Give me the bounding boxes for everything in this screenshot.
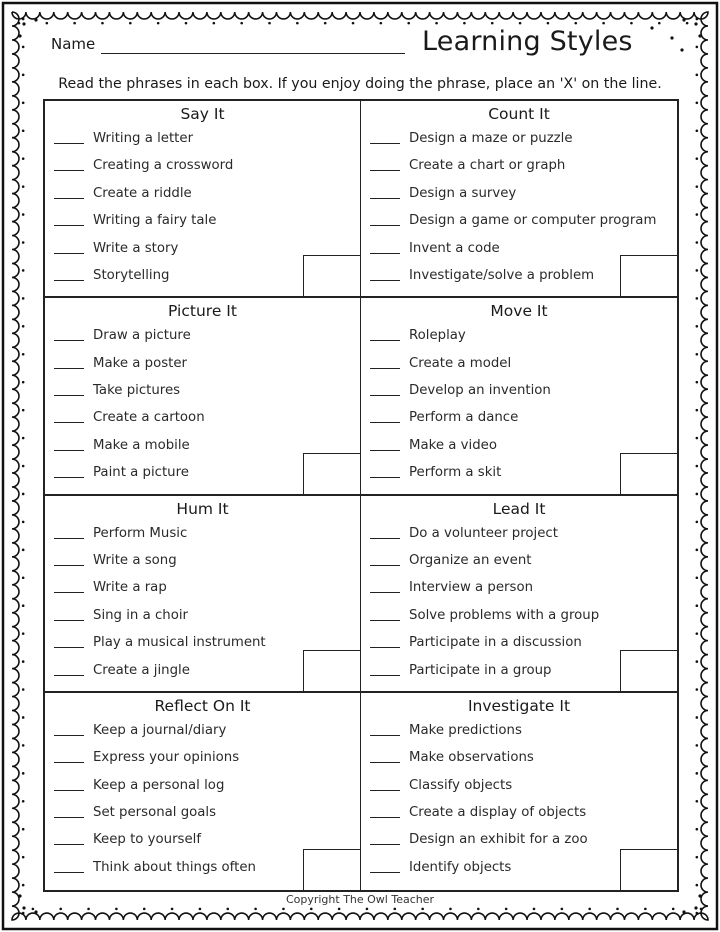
answer-blank[interactable] [370, 143, 400, 144]
item-label: Invent a code [409, 240, 500, 256]
answer-blank[interactable] [54, 735, 84, 736]
list-item [54, 410, 205, 425]
list-item [370, 328, 466, 343]
answer-blank[interactable] [54, 620, 84, 621]
item-label: Make observations [409, 750, 534, 766]
item-label: Creating a crossword [93, 158, 234, 174]
answer-blank[interactable] [370, 280, 400, 281]
list-item [370, 356, 511, 371]
answer-blank[interactable] [370, 675, 400, 676]
list-item [370, 158, 565, 173]
item-label: Play a musical instrument [93, 635, 266, 651]
tally-box[interactable] [303, 255, 361, 297]
answer-blank[interactable] [54, 198, 84, 199]
list-item [54, 526, 187, 541]
answer-blank[interactable] [370, 762, 400, 763]
list-item [370, 186, 516, 201]
section-title: Lead It [492, 499, 546, 518]
section-title: Reflect On It [154, 696, 251, 715]
list-item [54, 860, 256, 875]
tally-box[interactable] [303, 849, 361, 891]
answer-blank[interactable] [370, 422, 400, 423]
item-label: Interview a person [409, 580, 534, 596]
item-label: Design an exhibit for a zoo [409, 832, 588, 848]
list-item [54, 580, 167, 595]
section-title: Count It [488, 105, 550, 123]
answer-blank[interactable] [370, 592, 400, 593]
list-item [54, 328, 191, 343]
answer-blank[interactable] [54, 450, 84, 451]
answer-blank[interactable] [54, 762, 84, 763]
item-label: Make predictions [409, 722, 522, 738]
item-label: Investigate/solve a problem [409, 268, 595, 283]
list-item [54, 268, 169, 283]
item-label: Write a story [93, 240, 179, 256]
list-item [54, 438, 190, 453]
answer-blank[interactable] [54, 844, 84, 845]
list-item [54, 553, 177, 568]
list-item [370, 526, 558, 541]
item-label: Create a riddle [93, 185, 192, 201]
item-label: Make a poster [93, 355, 187, 371]
list-item [54, 241, 178, 256]
answer-blank[interactable] [370, 340, 400, 341]
item-label: Identify objects [409, 859, 512, 875]
list-item [370, 723, 522, 738]
answer-blank[interactable] [370, 225, 400, 226]
copyright-text: Copyright The Owl Teacher [285, 893, 435, 906]
list-item [54, 805, 216, 820]
section-hum-it [45, 496, 361, 693]
answer-blank[interactable] [54, 647, 84, 648]
item-label: Think about things often [93, 859, 256, 875]
section-title: Picture It [168, 302, 237, 321]
item-label: Roleplay [409, 328, 466, 344]
item-label: Design a survey [409, 185, 517, 201]
item-label: Draw a picture [93, 328, 191, 344]
answer-blank[interactable] [54, 143, 84, 144]
item-label: Paint a picture [93, 465, 189, 481]
tally-box[interactable] [620, 453, 678, 495]
list-item [370, 635, 582, 650]
answer-blank[interactable] [54, 422, 84, 423]
page-title: Learning Styles [422, 26, 633, 57]
answer-blank[interactable] [370, 735, 400, 736]
answer-blank[interactable] [54, 170, 84, 171]
section-reflect-on-it [45, 693, 361, 890]
section-move-it [361, 298, 677, 495]
answer-blank[interactable] [54, 675, 84, 676]
list-item [370, 663, 552, 678]
answer-blank[interactable] [370, 817, 400, 818]
answer-blank[interactable] [54, 368, 84, 369]
list-item [370, 860, 511, 875]
item-label: Perform Music [93, 525, 188, 541]
list-item [370, 608, 599, 623]
list-item [54, 158, 233, 173]
answer-blank[interactable] [370, 368, 400, 369]
answer-blank[interactable] [54, 340, 84, 341]
answer-blank[interactable] [54, 790, 84, 791]
tally-box[interactable] [303, 650, 361, 692]
activity-grid [43, 99, 679, 892]
list-item [54, 465, 189, 480]
list-item [54, 186, 192, 201]
item-label: Take pictures [93, 383, 181, 399]
answer-blank[interactable] [370, 395, 400, 396]
list-item [54, 383, 180, 398]
item-label: Write a rap [93, 580, 167, 596]
answer-blank[interactable] [370, 253, 400, 254]
answer-blank[interactable] [54, 225, 84, 226]
item-label: Design a game or computer program [409, 213, 657, 229]
answer-blank[interactable] [370, 198, 400, 199]
item-label: Writing a fairy tale [93, 213, 217, 229]
list-item [370, 580, 533, 595]
list-item [370, 268, 594, 283]
answer-blank[interactable] [54, 592, 84, 593]
answer-blank[interactable] [54, 395, 84, 396]
tally-box[interactable] [620, 849, 678, 891]
item-label: Solve problems with a group [409, 607, 600, 623]
item-label: Set personal goals [93, 804, 217, 820]
list-item [370, 778, 512, 793]
tally-box[interactable] [620, 255, 678, 297]
list-item [54, 723, 226, 738]
item-label: Keep to yourself [93, 832, 202, 848]
list-item [54, 608, 188, 623]
answer-blank[interactable] [370, 477, 400, 478]
list-item [54, 832, 201, 847]
answer-blank[interactable] [370, 844, 400, 845]
section-title: Investigate It [467, 696, 571, 715]
item-label: Design a maze or puzzle [409, 131, 573, 146]
item-label: Storytelling [93, 268, 170, 283]
answer-blank[interactable] [370, 565, 400, 566]
answer-blank[interactable] [54, 872, 84, 873]
item-label: Develop an invention [409, 383, 551, 399]
item-label: Keep a journal/diary [93, 722, 227, 738]
item-label: Perform a dance [409, 410, 519, 426]
item-label: Sing in a choir [93, 607, 188, 623]
item-label: Make a mobile [93, 437, 190, 453]
answer-blank[interactable] [54, 253, 84, 254]
list-item [54, 213, 216, 228]
item-label: Organize an event [409, 552, 532, 568]
section-picture-it [45, 298, 361, 495]
item-label: Make a video [409, 437, 497, 453]
answer-blank[interactable] [54, 565, 84, 566]
list-item [370, 750, 534, 765]
item-label: Writing a letter [93, 131, 194, 146]
answer-blank[interactable] [370, 538, 400, 539]
answer-blank[interactable] [370, 790, 400, 791]
answer-blank[interactable] [54, 538, 84, 539]
answer-blank[interactable] [370, 647, 400, 648]
section-title: Hum It [176, 499, 229, 518]
tally-box[interactable] [620, 650, 678, 692]
item-label: Perform a skit [409, 465, 502, 481]
item-label: Write a song [93, 552, 177, 568]
answer-blank[interactable] [370, 872, 400, 873]
section-count-it [361, 101, 677, 298]
list-item [54, 778, 224, 793]
list-item [370, 465, 501, 480]
answer-blank[interactable] [54, 280, 84, 281]
answer-blank[interactable] [370, 170, 400, 171]
list-item [370, 131, 573, 146]
item-label: Create a chart or graph [409, 158, 566, 174]
list-item [370, 241, 500, 256]
section-investigate-it [361, 693, 677, 890]
item-label: Keep a personal log [93, 777, 225, 793]
section-say-it [45, 101, 361, 298]
list-item [370, 438, 497, 453]
tally-box[interactable] [303, 453, 361, 495]
name-label: Name [51, 35, 96, 53]
list-item [370, 213, 656, 228]
list-item [54, 635, 266, 650]
answer-blank[interactable] [54, 477, 84, 478]
item-label: Create a jingle [93, 662, 190, 678]
list-item [54, 663, 190, 678]
list-item [370, 832, 588, 847]
item-label: Create a cartoon [93, 410, 205, 426]
list-item [54, 131, 193, 146]
item-label: Create a model [409, 355, 512, 371]
item-label: Do a volunteer project [409, 525, 558, 541]
list-item [370, 805, 586, 820]
item-label: Create a display of objects [409, 804, 587, 820]
instructions: Read the phrases in each box. If you enjoy doing the phrase, place an 'X' on the line. [58, 76, 662, 92]
list-item [54, 356, 187, 371]
item-label: Express your opinions [93, 750, 240, 766]
answer-blank[interactable] [54, 817, 84, 818]
name-field[interactable] [101, 53, 405, 54]
list-item [370, 383, 551, 398]
list-item [370, 410, 518, 425]
answer-blank[interactable] [370, 620, 400, 621]
list-item [370, 553, 531, 568]
item-label: Participate in a group [409, 662, 552, 678]
answer-blank[interactable] [370, 450, 400, 451]
item-label: Classify objects [409, 777, 513, 793]
section-title: Say It [180, 105, 225, 123]
item-label: Participate in a discussion [409, 635, 582, 651]
section-title: Move It [490, 302, 548, 321]
section-lead-it [361, 496, 677, 693]
list-item [54, 750, 239, 765]
